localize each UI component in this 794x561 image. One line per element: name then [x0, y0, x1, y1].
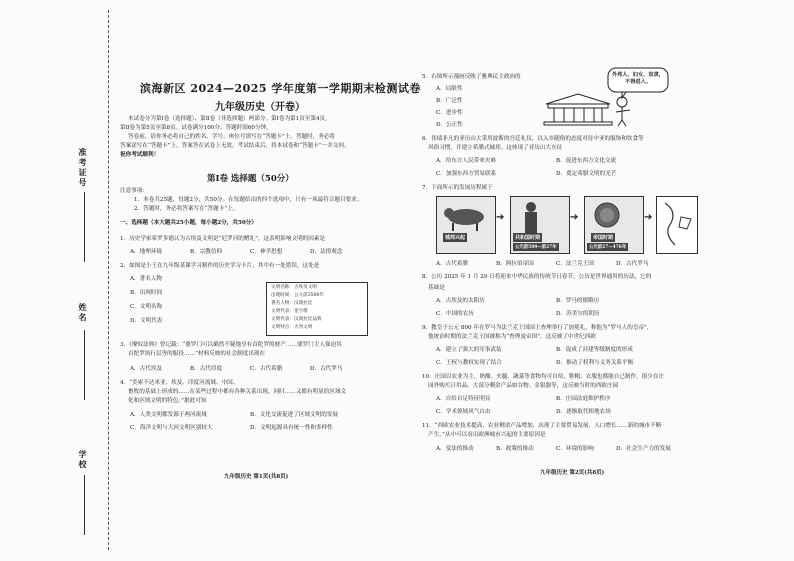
q10-option-d: D．逐渐取代租地农场 [556, 409, 611, 415]
cartoon-bubble-text: 外邦人、妇女、奴隶，不得进入。 [612, 72, 664, 85]
q9-option-b: B．促成了封建等级制度的形成 [556, 347, 633, 353]
q10-stem-2: 园外购买日用品。大部分剩余产品如谷物、金银器等，这反映当时的西欧庄园 [428, 383, 619, 389]
q11-option-c: C．环境的影响 [556, 446, 594, 452]
q10-option-c: C．学术领域风气自由 [436, 409, 491, 415]
q2-stem: 2．如图是小王在九年级某课学习制作的历史学习卡片，其中有一处错误，这处是 [120, 263, 320, 269]
name-underline [84, 330, 85, 400]
card-line: 文明代表：汉谟拉比法典 [271, 317, 322, 322]
note-2: 2．答题时，务必将答案写在“答题卡”上。 [134, 206, 239, 212]
study-card [266, 282, 368, 336]
q5-option-a: A．局限性 [436, 86, 463, 92]
exam-subtitle: 九年级历史（开卷） [215, 102, 305, 113]
q8-stem: 8．公历 2025 年 1 月 29 日将迎来中华民族的传统节日春节，公历是世界通用的历法，它的 [422, 274, 652, 280]
q1-stem: 1．历史学家希罗多德认为古埃及文明是“尼罗河的赠礼”，这表明影响文明的因素是 [120, 236, 326, 242]
q4-option-b: B．文化交流促进了区域文明的发展 [250, 412, 339, 418]
q3-option-c: C．古代希腊 [250, 366, 283, 372]
q3-stem: 3．《摩奴法典》曾记载：“婆罗门可以确然不疑地享有首陀罗的财产……婆罗门主人强迫其 [120, 342, 342, 348]
timeline-panel-3 [584, 196, 644, 254]
q7-option-c: C．法兰克王国 [556, 261, 594, 267]
timeline-panel-4 [656, 196, 698, 254]
intro-line-5: 祝你考试顺利！ [120, 152, 160, 158]
section-heading: 第Ⅰ卷 选择题（50分） [207, 174, 294, 184]
guard-icon [616, 97, 630, 126]
q11-stem: 11．“西欧农业技术提高，农业剩余产品增加，出现了主要贸易发展，人口增长……新的城市不断 [422, 423, 662, 429]
arrow-right-icon: ➔ [496, 212, 505, 223]
exam-id-underline [84, 192, 85, 262]
part-title: 一、选择题（本大题共25小题，每小题2分，共50分） [120, 220, 257, 226]
q1-option-b: B．宗教信仰 [190, 249, 223, 255]
q3-option-a: A．古代埃及 [130, 366, 163, 372]
q9-option-c: C．王权与教权实现了结合 [436, 360, 502, 366]
q2-option-d: D．文明代表 [130, 318, 163, 324]
q8-stem-2: 基础是 [428, 285, 445, 291]
q3-option-d: D．古代罗马 [310, 366, 343, 372]
panel-3-date: 公元前27—476年 [589, 245, 627, 250]
q4-stem-3: 化和区域文明的特色。”据此可知 [128, 398, 207, 404]
statue-icon [511, 197, 569, 237]
notes-title: 注意事项： [120, 188, 148, 194]
arrow-right-icon: ➔ [570, 212, 579, 223]
q4-stem: 4．“美索不达米亚、埃及、印度河流域、中国、 [120, 380, 239, 386]
coin-icon [585, 197, 643, 237]
q1-option-d: D．法律观念 [310, 249, 343, 255]
intro-line-3: 答卷前，请你务必将自己的姓名、学号、座位号填写在“答题卡”上。答题时，务必将 [128, 134, 336, 140]
map-icon [657, 197, 697, 253]
q4-option-d: D．文明起源具有统一性和多样性 [250, 425, 333, 431]
q6-option-c: C．加强东西方贸易联系 [436, 171, 497, 177]
timeline-panel-2 [510, 196, 570, 254]
q7-option-a: A．古代希腊 [436, 261, 469, 267]
card-line: 出现时间：公元前3500年 [271, 293, 325, 298]
q4-stem-2: 畜牧的基础上形成的……在某些过程中都有各种关系出现，同时……又都有明显的区域文 [128, 389, 347, 395]
panel-3-caption: 帝国时期 [593, 235, 614, 241]
card-line: 文明特点：大河文明 [271, 325, 313, 330]
timeline-panel-1 [436, 196, 496, 254]
q6-stem: 6．伟绩非凡的亚历山大采用波斯的宫廷礼仪，以入乡随俗的态度对待中亚的服饰和饮食等 [422, 136, 644, 142]
panel-1-caption: 城邦兴起 [445, 235, 466, 241]
panel-2-date: 公元前509—前27年 [515, 245, 557, 250]
q1-option-a: A．地理环境 [130, 249, 163, 255]
q11-option-b: B．政策的推动 [496, 446, 534, 452]
q6-stem-2: 风俗习惯，并建立希腊式城邦。这体现了亚历山大东征 [428, 145, 563, 151]
footer-left: 九年级历史 第1页(共8页) [224, 474, 289, 480]
note-1: 1．本卷共25题，每题2分，共50分。在每题给出的四个选项中，只有一项最符合题目要求。 [134, 197, 363, 203]
arrow-right-icon: ➔ [644, 212, 653, 223]
q9-stem-2: 他统治时期的法兰克王国被称为“查理曼帝国”。这反映了中世纪西欧 [428, 334, 596, 340]
q9-option-d: D．推动了权利与义务关系平衡 [556, 360, 634, 366]
q10-stem: 10．庄园以农业为主，奶酪、火腿、蔬菜等食物均可自给，鞋帽、衣服也都能自己制作，很少在庄 [422, 374, 665, 380]
q11-option-a: A．变法的推动 [436, 446, 474, 452]
q2-option-a: A．著名人物 [130, 276, 163, 282]
q9-option-a: A．建立了强大的军事武装 [436, 347, 502, 353]
q5-stem: 5．右图所示漫画反映了雅典民主政治的 [422, 74, 521, 80]
panel-2-caption: 共和国时期 [515, 235, 541, 241]
q5-option-b: B．广泛性 [436, 98, 463, 104]
q10-option-a: A．自给自足特征明显 [436, 396, 491, 402]
card-line: 著名人物：汉谟拉比 [271, 301, 313, 306]
q4-option-c: C．海洋文明与大河文明区别较大 [130, 425, 213, 431]
q6-option-b: B．促进东西方文化交流 [556, 158, 617, 164]
intro-line-2: 第Ⅱ卷为第5页至第8页。试卷满分100分。答题时间60分钟。 [120, 125, 272, 131]
q11-option-d: D．社会生产力的发展 [616, 446, 671, 452]
card-line: 文明代表：金字塔 [271, 309, 308, 314]
intro-line-1: 本试卷分为第Ⅰ卷（选择题）、第Ⅱ卷（非选择题）两部分。第Ⅰ卷为第1页至第4页, [128, 116, 327, 122]
q8-option-d: D．苏美尔的阴历 [556, 311, 600, 317]
q10-option-b: B．庄园法庭维护秩序 [556, 396, 611, 402]
q5-option-c: C．进步性 [436, 110, 463, 116]
q3-stem-2: 首陀罗执行层等的服役……”材料反映的社会制度出现在 [128, 351, 266, 357]
card-line: 文明名称：古埃及文明 [271, 285, 317, 290]
q1-option-c: C．神学思想 [250, 249, 283, 255]
q3-option-b: B．古代印度 [190, 366, 223, 372]
school-underline [84, 475, 85, 535]
q8-option-a: A．古埃及的太阳历 [436, 298, 485, 304]
q8-option-c: C．中国的农历 [436, 311, 474, 317]
q2-option-b: B．出现时间 [130, 290, 163, 296]
q6-option-d: D．奠定希腊文明的光芒 [556, 171, 617, 177]
q2-option-c: C．文明名称 [130, 304, 163, 310]
q4-option-a: A．人类文明都发源于两河流域 [130, 412, 207, 418]
wolf-statue-icon [437, 197, 495, 237]
q7-stem: 7．下面所示的发展历程属于 [422, 185, 493, 191]
q6-option-a: A．给东方人民带来灾难 [436, 158, 496, 164]
q7-option-b: B．阿拉伯帝国 [496, 261, 534, 267]
q8-option-b: B．罗马的儒略历 [556, 298, 600, 304]
building-icon [544, 94, 612, 125]
intro-line-4: 答案涂写在“答题卡”上，答案答在试卷上无效。考试结束后，将本试卷和“答题卡”一并交回。 [120, 143, 350, 149]
exam-id-label: 准考证号 [78, 148, 88, 188]
q5-option-d: D．公正性 [436, 122, 463, 128]
name-label: 姓名 [78, 303, 88, 323]
school-label: 学校 [78, 450, 88, 470]
binding-line [108, 10, 109, 550]
q11-stem-2: 产生。”从中可以看出欧洲城市兴起的主要原因是 [428, 432, 546, 438]
q7-option-d: D．古代罗马 [616, 261, 649, 267]
footer-right: 九年级历史 第2页(共8页) [540, 470, 605, 476]
q9-stem: 9．教皇于公元 800 年在罗马为法兰克王国国王查理举行了加冕礼，称他为“罗马人的皇帝”， [422, 325, 653, 331]
exam-title: 滨海新区 2024—2025 学年度第一学期期末检测试卷 [140, 82, 421, 95]
